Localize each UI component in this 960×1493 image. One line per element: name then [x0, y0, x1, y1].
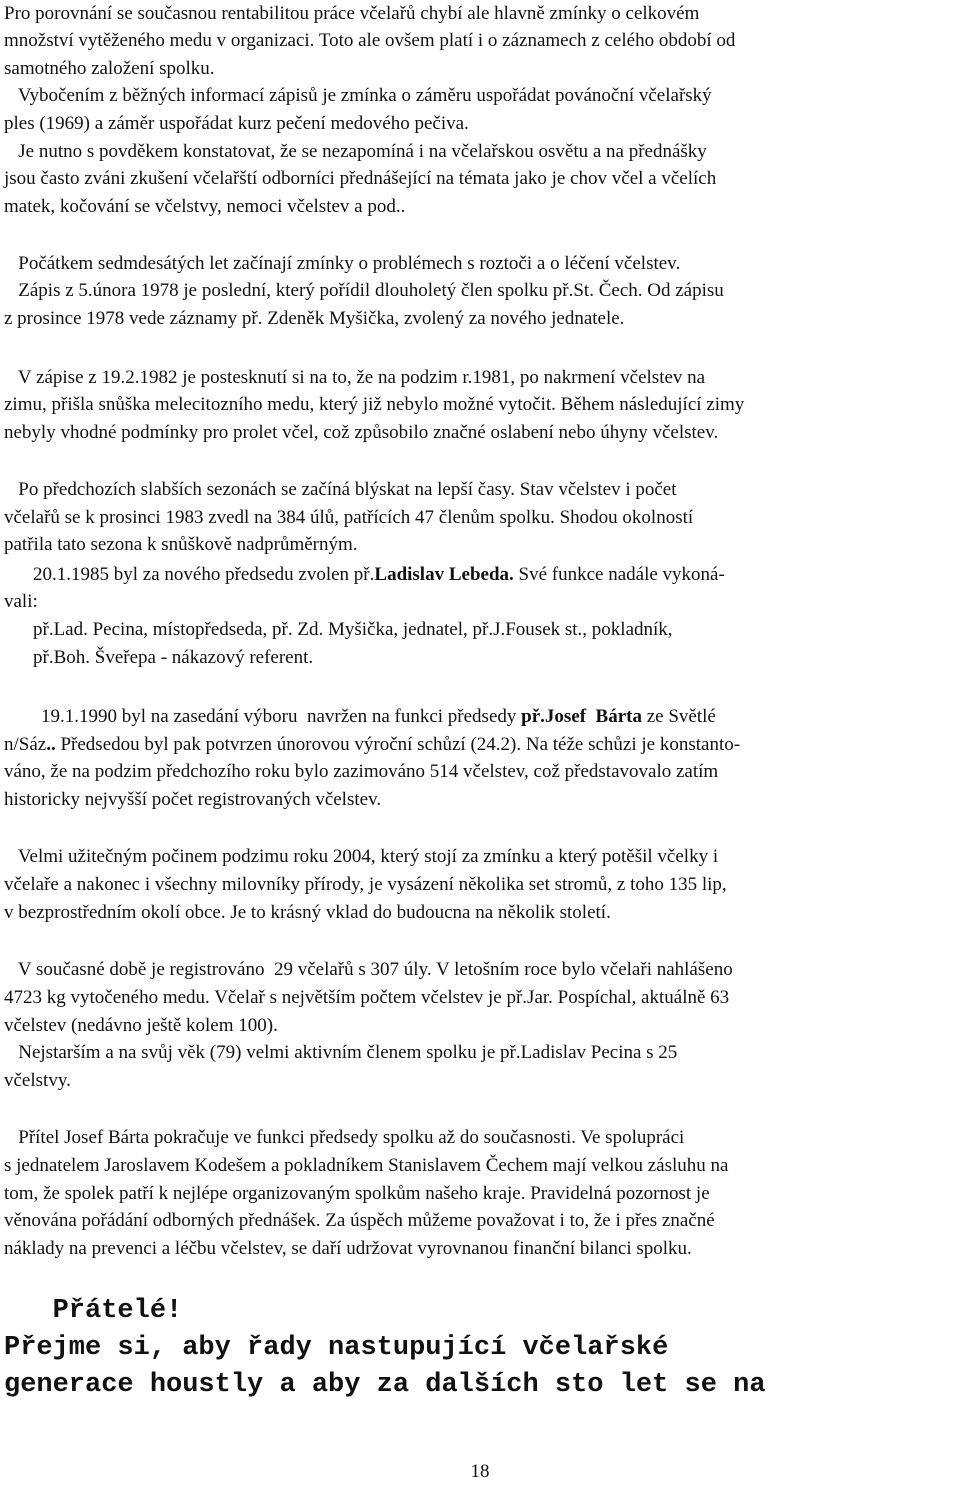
text-line: tom, že spolek patří k nejlépe organizovaným spolkům našeho kraje. Pravidelná pozornost je: [4, 1183, 710, 1204]
text-line: Pro porovnání se současnou rentabilitou práce včelařů chybí ale hlavně zmínky o celkovém: [4, 3, 700, 24]
text-line: včelařů se k prosinci 1983 zvedl na 384 úlů, patřících 47 členům spolku. Shodou okolností: [4, 507, 694, 528]
text-line: n/Sáz.. Předsedou byl pak potvrzen únorovou výroční schůzí (24.2). Na téže schůzi je konstanto-: [4, 734, 741, 755]
text-line: 19.1.1990 byl na zasedání výboru navržen na funkci předsedy př.Josef Bárta ze Světlé: [41, 706, 716, 727]
chairman-name: př.Josef Bárta: [521, 706, 642, 727]
text-line: matek, kočování se včelstvy, nemoci včelstev a pod..: [4, 196, 406, 217]
closing-line: Přátelé!: [4, 1296, 183, 1326]
closing-line: Přejme si, aby řady nastupující včelařské: [4, 1333, 669, 1363]
text-line: 20.1.1985 byl za nového předsedu zvolen př.Ladislav Lebeda. Své funkce nadále vykoná-: [33, 564, 725, 585]
text-line: V zápise z 19.2.1982 je postesknutí si na to, že na podzim r.1981, po nakrmení včelstev na: [4, 367, 706, 388]
text-line: ples (1969) a záměr uspořádat kurz pečení medového pečiva.: [4, 113, 469, 134]
text-line: v bezprostředním okolí obce. Je to krásný vklad do budoucna na několik století.: [4, 902, 611, 923]
text-line: historicky nejvyšší počet registrovaných včelstev.: [4, 789, 382, 810]
text-line: př.Lad. Pecina, místopředseda, př. Zd. Myšička, jednatel, př.J.Fousek st., pokladník,: [33, 619, 673, 640]
text-line: Po předchozích slabších sezonách se začíná blýskat na lepší časy. Stav včelstev i počet: [4, 479, 677, 500]
text-line: Velmi užitečným počinem podzimu roku 2004, který stojí za zmínku a který potěšil včelky i: [4, 846, 719, 867]
text-line: samotného založení spolku.: [4, 58, 215, 79]
text-line: z prosince 1978 vede záznamy př. Zdeněk Myšička, zvolený za nového jednatele.: [4, 308, 625, 329]
text-line: Počátkem sedmdesátých let začínají zmínky o problémech s roztoči a o léčení včelstev.: [4, 253, 681, 274]
text-line: Vybočením z běžných informací zápisů je zmínka o záměru uspořádat povánoční včelařský: [4, 85, 712, 106]
text-line: Zápis z 5.února 1978 je poslední, který pořídil dlouholetý člen spolku př.St. Čech. Od zápisu: [4, 280, 724, 301]
text-line: V současné době je registrováno 29 včelařů s 307 úly. V letošním roce bylo včelaři nahlášeno: [4, 959, 733, 980]
text-line: váno, že na podzim předchozího roku bylo zazimováno 514 včelstev, což představovalo zatím: [4, 761, 719, 782]
text-line: př.Boh. Šveřepa - nákazový referent.: [33, 647, 314, 668]
text-line: Je nutno s povděkem konstatovat, že se nezapomíná i na včelařskou osvětu a na přednášky: [4, 141, 707, 162]
text-line: věnována pořádání odborných přednášek. Za úspěch můžeme považovat i to, že i přes značné: [4, 1210, 715, 1231]
text-line: ..: [46, 734, 56, 755]
closing-line: generace houstly a aby za dalších sto let se na: [4, 1370, 766, 1400]
text-line: patřila tato sezona k snůškově nadprůměrným.: [4, 534, 358, 555]
text-line: včelaře a nakonec i všechny milovníky přírody, je vysázení několika set stromů, z toho 135 lip,: [4, 874, 727, 895]
text-line: jsou často zváni zkušení včelařští odborníci přednášející na témata jako je chov včel a včelích: [4, 168, 717, 189]
text-line: nebyly vhodné podmínky pro prolet včel, což způsobilo značné oslabení nebo úhyny včelstev.: [4, 422, 719, 443]
text-line: 4723 kg vytočeného medu. Včelař s největším počtem včelstev je př.Jar. Pospíchal, aktuálně 63: [4, 987, 730, 1008]
text-line: množství vytěženého medu v organizaci. Toto ale ovšem platí i o záznamech z celého období od: [4, 30, 736, 51]
text-line: Přítel Josef Bárta pokračuje ve funkci předsedy spolku až do současnosti. Ve spolupráci: [4, 1127, 685, 1148]
text-line: zimu, přišla snůška melecitozního medu, který již nebylo možné vytočit. Během následující zimy: [4, 394, 745, 415]
text-line: náklady na prevenci a léčbu včelstev, se daří udržovat vyrovnanou finanční bilanci spolku.: [4, 1238, 692, 1259]
text-line: včelstev (nedávno ještě kolem 100).: [4, 1015, 278, 1036]
chairman-name: Ladislav Lebeda.: [374, 564, 514, 585]
text-line: s jednatelem Jaroslavem Kodešem a pokladníkem Stanislavem Čechem mají velkou zásluhu na: [4, 1155, 729, 1176]
text-line: včelstvy.: [4, 1070, 71, 1091]
text-line: Nejstarším a na svůj věk (79) velmi aktivním členem spolku je př.Ladislav Pecina s 25: [4, 1042, 678, 1063]
text-line: vali:: [4, 591, 38, 612]
page-number: 18: [470, 1461, 490, 1482]
